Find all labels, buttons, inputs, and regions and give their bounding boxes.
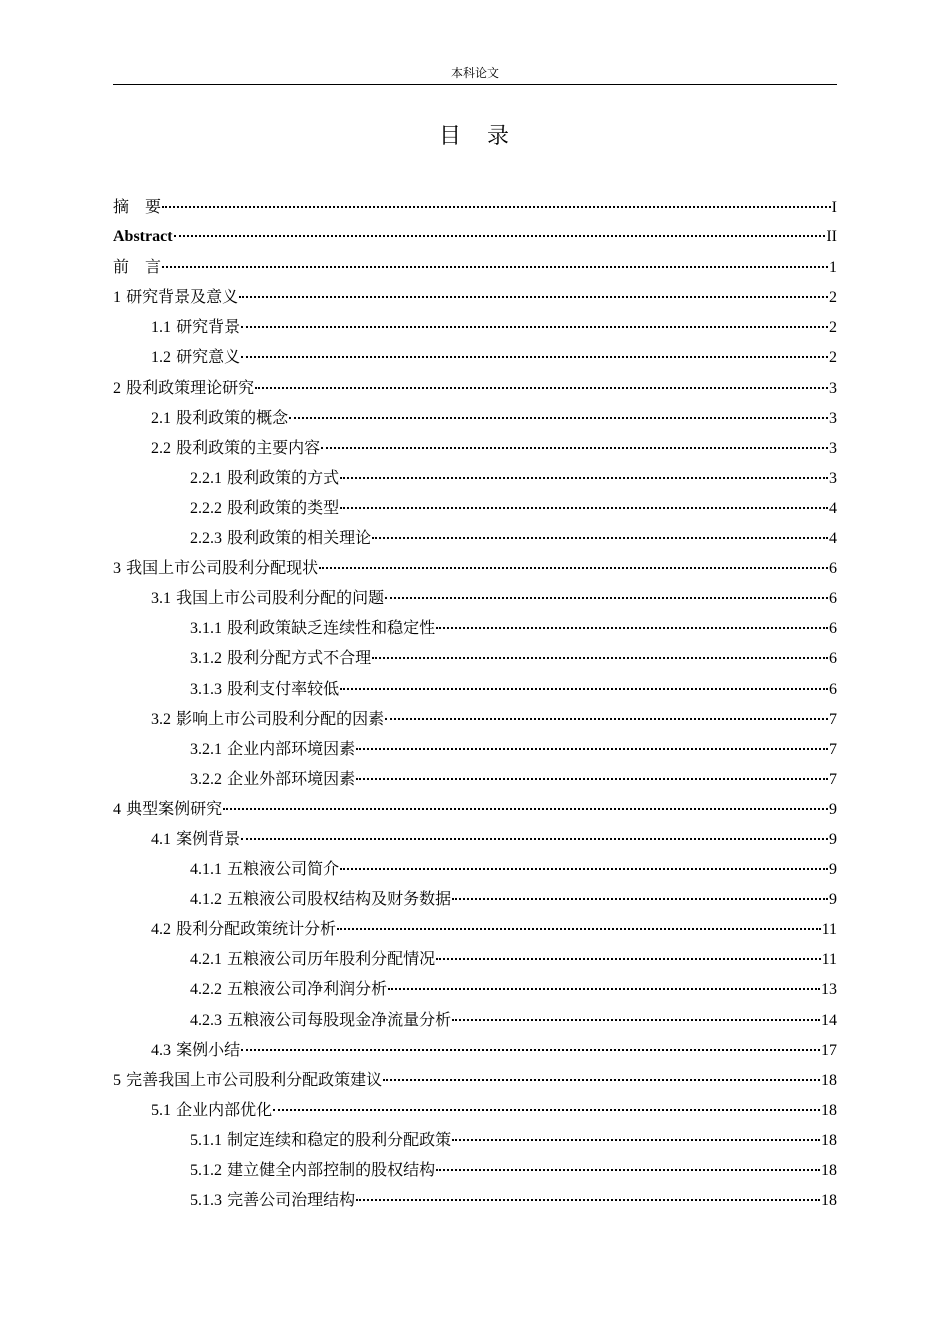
toc-entry-label <box>151 1035 240 1066</box>
toc-entry-page: 1 <box>829 259 837 277</box>
toc-entry[interactable] <box>113 312 837 342</box>
dot-leader <box>452 1019 820 1021</box>
toc-entry-page: 4 <box>829 530 837 548</box>
toc-entry-text: 五粮液公司简介 <box>227 859 340 879</box>
toc-entry-number: 5.1 <box>151 1101 171 1119</box>
toc-entry-number: 2 <box>113 379 121 397</box>
dot-leader <box>372 657 828 659</box>
toc-entry-page: I <box>831 199 837 216</box>
toc-entry-text: 前 言 <box>113 257 162 277</box>
toc-entry-page: 11 <box>821 921 837 939</box>
toc-entry-label <box>190 764 355 795</box>
dot-leader <box>340 868 828 870</box>
toc-entry-text: 案例背景 <box>176 828 241 848</box>
toc-entry-number: 4.1.1 <box>190 861 222 879</box>
toc-entry-number: 4.1 <box>151 830 171 848</box>
dot-leader <box>239 296 828 298</box>
toc-entry[interactable] <box>113 373 837 403</box>
toc-entry-number: 4.2.1 <box>190 951 222 969</box>
toc-entry-label <box>190 734 355 765</box>
toc-entry-label <box>113 252 161 282</box>
toc-entry-text: 股利政策的相关理论 <box>227 528 372 548</box>
dot-leader <box>452 1139 820 1141</box>
toc-entry[interactable] <box>113 1155 837 1185</box>
toc-entry[interactable] <box>113 493 837 523</box>
dot-leader <box>241 1049 820 1051</box>
toc-entry-page: 6 <box>829 620 837 638</box>
toc-entry-text: 股利政策的概念 <box>176 407 289 427</box>
toc-entry-number: 2.2.3 <box>190 530 222 548</box>
toc-entry-text: 五粮液公司历年股利分配情况 <box>227 949 436 969</box>
toc-entry-text: 研究意义 <box>176 347 241 367</box>
toc-entry-text: 摘 要 <box>113 197 162 216</box>
toc-title <box>0 121 950 153</box>
dot-leader <box>273 1109 820 1111</box>
toc-entry-page: 6 <box>829 560 837 578</box>
toc-entry-text: 研究背景及意义 <box>126 287 239 307</box>
toc-entry-label <box>190 1155 435 1186</box>
toc-entry-page: 6 <box>829 590 837 608</box>
toc-entry-label <box>190 463 339 494</box>
toc-entry[interactable] <box>113 282 837 312</box>
toc-entry-number: 3.1 <box>151 590 171 608</box>
toc-entry-number: 2.2 <box>151 439 171 457</box>
toc-entry[interactable] <box>113 1035 837 1065</box>
dot-leader <box>436 1169 820 1171</box>
dot-leader <box>321 447 828 449</box>
toc-entry-page: 18 <box>821 1192 837 1210</box>
toc-entry-text: 股利支付率较低 <box>227 678 340 698</box>
toc-entry-number: 1.2 <box>151 349 171 367</box>
toc-entry[interactable] <box>113 1185 837 1215</box>
toc-entry[interactable] <box>113 1125 837 1155</box>
toc-entry-label <box>190 613 435 644</box>
toc-entry-text: 我国上市公司股利分配的问题 <box>176 588 385 608</box>
dot-leader <box>385 597 828 599</box>
toc-entry-page: 18 <box>821 1101 837 1119</box>
toc-entry-number: 3 <box>113 560 121 578</box>
toc-entry-number: 2.2.2 <box>190 499 222 517</box>
toc-entry[interactable] <box>113 734 837 764</box>
toc-entry-label <box>151 342 240 373</box>
toc-entry[interactable] <box>113 764 837 794</box>
toc-entry-label <box>113 282 238 313</box>
toc-entry-label <box>190 854 339 885</box>
toc-entry-page: 7 <box>829 770 837 788</box>
toc-entry-number: 2.1 <box>151 409 171 427</box>
toc-entry-page: 18 <box>821 1131 837 1149</box>
toc-entry-page: 7 <box>829 710 837 728</box>
table-of-contents <box>113 192 837 1215</box>
toc-entry-page: 3 <box>829 439 837 457</box>
toc-entry-label <box>190 1125 451 1156</box>
dot-leader <box>385 718 828 720</box>
toc-entry[interactable] <box>113 583 837 613</box>
dot-leader <box>388 988 820 990</box>
toc-entry-page: 18 <box>821 1162 837 1179</box>
toc-entry-page: 11 <box>821 951 837 969</box>
toc-entry-label <box>113 794 222 825</box>
toc-entry-page: II <box>826 228 837 246</box>
toc-entry-label <box>113 222 173 252</box>
toc-entry-text: 股利政策的类型 <box>227 497 340 517</box>
dot-leader <box>162 266 828 268</box>
toc-entry-number: 3.2 <box>151 710 171 728</box>
toc-entry-number: 4 <box>113 800 121 818</box>
toc-entry-page: 9 <box>829 891 837 909</box>
toc-entry-label <box>190 674 339 705</box>
toc-entry-number: 3.1.1 <box>190 620 222 638</box>
toc-entry-page: 4 <box>829 499 837 517</box>
dot-leader <box>241 356 828 358</box>
toc-entry-text: 股利政策缺乏连续性和稳定性 <box>227 618 436 638</box>
toc-entry-number: 5.1.1 <box>190 1131 222 1149</box>
toc-entry-label <box>190 1185 355 1216</box>
toc-entry[interactable] <box>113 342 837 372</box>
toc-entry-label <box>190 523 371 554</box>
toc-entry-page: 9 <box>829 861 837 879</box>
toc-entry-label <box>190 1005 451 1036</box>
toc-entry-page: 2 <box>829 319 837 337</box>
toc-entry-text: 企业内部优化 <box>176 1099 273 1119</box>
toc-entry-number: 4.2 <box>151 921 171 939</box>
toc-entry-page: 2 <box>829 349 837 367</box>
toc-entry-page: 3 <box>829 379 837 397</box>
toc-entry-number: 5.1.3 <box>190 1192 222 1210</box>
toc-entry-text: 企业外部环境因素 <box>227 768 356 788</box>
toc-entry-page: 2 <box>829 289 837 307</box>
toc-entry-page: 9 <box>829 830 837 848</box>
toc-entry-text: 建立健全内部控制的股权结构 <box>227 1160 436 1179</box>
toc-entry-number: 3.1.3 <box>190 680 222 698</box>
toc-entry-number: 1 <box>113 289 121 307</box>
toc-entry[interactable] <box>113 944 837 974</box>
toc-entry-page: 13 <box>821 981 837 999</box>
toc-entry-text: 案例小结 <box>176 1039 241 1059</box>
toc-entry-text: 股利政策的主要内容 <box>176 437 321 457</box>
toc-entry[interactable] <box>113 854 837 884</box>
dot-leader <box>340 477 828 479</box>
toc-entry-label <box>151 583 384 614</box>
dot-leader <box>340 688 828 690</box>
toc-entry[interactable] <box>113 252 837 282</box>
toc-entry-text: Abstract <box>113 228 173 246</box>
toc-entry-page: 3 <box>829 409 837 427</box>
toc-entry-number: 3.1.2 <box>190 650 222 668</box>
dot-leader <box>356 748 828 750</box>
toc-title-part2: 录 <box>487 124 512 149</box>
toc-entry[interactable] <box>113 222 837 252</box>
dot-leader <box>289 417 828 419</box>
toc-entry[interactable] <box>113 794 837 824</box>
toc-entry-label <box>151 704 384 735</box>
toc-entry-text: 五粮液公司每股现金净流量分析 <box>227 1009 452 1029</box>
dot-leader <box>223 808 828 810</box>
toc-entry-number: 5 <box>113 1071 121 1089</box>
toc-entry[interactable] <box>113 884 837 914</box>
toc-entry[interactable] <box>113 553 837 583</box>
toc-entry[interactable] <box>113 1005 837 1035</box>
dot-leader <box>162 206 831 208</box>
dot-leader <box>174 235 826 237</box>
dot-leader <box>241 838 828 840</box>
toc-title-part1: 目 <box>438 124 463 149</box>
toc-entry[interactable] <box>113 403 837 433</box>
toc-entry-text: 五粮液公司股权结构及财务数据 <box>227 889 452 909</box>
toc-entry-label <box>151 1095 272 1126</box>
header-text: 本科论文 <box>450 66 499 80</box>
toc-entry-text: 完善我国上市公司股利分配政策建议 <box>126 1069 383 1089</box>
toc-entry[interactable] <box>113 643 837 673</box>
toc-entry[interactable] <box>113 674 837 704</box>
toc-entry[interactable] <box>113 824 837 854</box>
toc-entry[interactable] <box>113 523 837 553</box>
toc-entry[interactable] <box>113 463 837 493</box>
toc-entry-text: 完善公司治理结构 <box>227 1190 356 1210</box>
toc-entry-label <box>190 944 435 975</box>
toc-entry-number: 3.2.1 <box>190 740 222 758</box>
toc-entry-number: 2.2.1 <box>190 469 222 487</box>
toc-entry-text: 股利政策理论研究 <box>126 377 255 397</box>
dot-leader <box>452 898 828 900</box>
toc-entry-label <box>113 373 254 404</box>
toc-entry-number: 3.2.2 <box>190 770 222 788</box>
toc-entry-page: 3 <box>829 469 837 487</box>
toc-entry-label <box>190 884 451 915</box>
toc-entry-page: 9 <box>829 800 837 818</box>
dot-leader <box>319 567 828 569</box>
toc-entry-number: 1.1 <box>151 319 171 337</box>
toc-entry-label <box>190 643 371 674</box>
toc-entry[interactable] <box>113 914 837 944</box>
toc-entry-number: 4.3 <box>151 1041 171 1059</box>
toc-entry[interactable] <box>113 192 837 222</box>
toc-entry-text: 股利分配方式不合理 <box>227 648 372 668</box>
toc-entry-number: 5.1.2 <box>190 1162 222 1179</box>
toc-entry-page: 6 <box>829 680 837 698</box>
toc-entry-label <box>190 493 339 524</box>
dot-leader <box>356 778 828 780</box>
toc-entry-text: 典型案例研究 <box>126 798 223 818</box>
toc-entry-label <box>151 824 240 855</box>
dot-leader <box>340 507 828 509</box>
toc-entry-label <box>151 312 240 343</box>
toc-entry-page: 14 <box>821 1011 837 1029</box>
toc-entry-label <box>190 974 387 1005</box>
toc-entry-text: 研究背景 <box>176 317 241 337</box>
toc-entry-number: 4.2.2 <box>190 981 222 999</box>
dot-leader <box>337 928 820 930</box>
dot-leader <box>372 537 828 539</box>
dot-leader <box>436 958 820 960</box>
toc-entry-label <box>113 192 161 222</box>
toc-entry[interactable] <box>113 613 837 643</box>
toc-entry[interactable] <box>113 1095 837 1125</box>
toc-entry-text: 五粮液公司净利润分析 <box>227 979 388 999</box>
toc-entry-page: 6 <box>829 650 837 668</box>
toc-entry[interactable] <box>113 1065 837 1095</box>
toc-entry[interactable] <box>113 704 837 734</box>
toc-entry-page: 18 <box>821 1071 837 1089</box>
toc-entry-text: 企业内部环境因素 <box>227 738 356 758</box>
toc-entry-label <box>113 553 318 584</box>
toc-entry-text: 我国上市公司股利分配现状 <box>126 558 319 578</box>
dot-leader <box>356 1199 820 1201</box>
dot-leader <box>436 627 828 629</box>
toc-entry-number: 4.2.3 <box>190 1011 222 1029</box>
toc-entry[interactable] <box>113 974 837 1004</box>
toc-entry-text: 股利分配政策统计分析 <box>176 919 337 939</box>
toc-entry-page: 17 <box>821 1041 837 1059</box>
toc-entry[interactable] <box>113 433 837 463</box>
dot-leader <box>255 387 828 389</box>
toc-entry-text: 影响上市公司股利分配的因素 <box>176 708 385 728</box>
toc-entry-label <box>113 1065 382 1096</box>
toc-entry-text: 股利政策的方式 <box>227 467 340 487</box>
toc-entry-label <box>151 403 288 434</box>
toc-entry-text: 制定连续和稳定的股利分配政策 <box>227 1129 452 1149</box>
toc-entry-number: 4.1.2 <box>190 891 222 909</box>
dot-leader <box>383 1079 820 1081</box>
page-header <box>113 64 837 85</box>
toc-entry-page: 7 <box>829 740 837 758</box>
toc-entry-label <box>151 914 336 945</box>
toc-entry-label <box>151 433 320 464</box>
dot-leader <box>241 326 828 328</box>
